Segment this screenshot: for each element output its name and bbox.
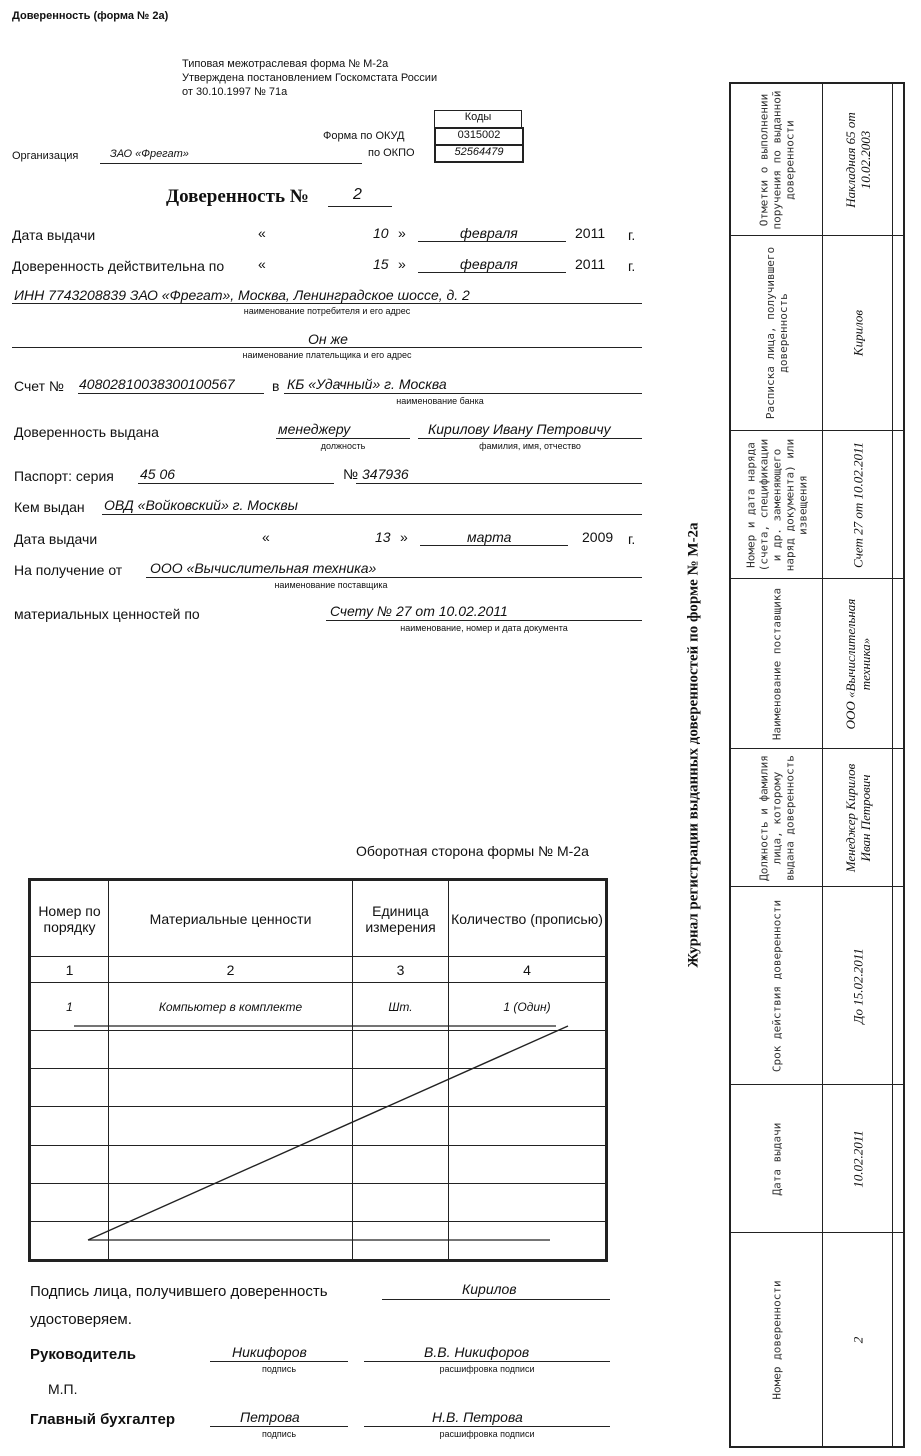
account-in: в [272,378,280,394]
supplier-caption: наименование поставщика [274,580,388,590]
quote-open: « [258,256,266,272]
journal-value: ООО «Вычислительная техника» [842,598,873,729]
passport-series: 45 06 [140,466,176,482]
valid-month: февраля [460,256,518,272]
issued-to-label: Доверенность выдана [14,424,159,440]
codes-header: Коды [434,110,522,128]
okpo-label: по ОКПО [368,147,415,159]
journal-value: До 15.02.2011 [850,947,865,1024]
issued-by-value: ОВД «Войковский» г. Москвы [104,497,298,513]
supplier-value: ООО «Вычислительная техника» [150,560,377,576]
position-caption: должность [320,441,366,451]
account-number: 40802810038300100567 [79,376,235,392]
values-doc-label: материальных ценностей по [14,606,200,622]
cancellation-strike [28,878,608,1262]
head-name: В.В. Никифоров [424,1344,530,1360]
passport-number: 347936 [362,466,409,482]
journal-header: Номер доверенности [770,1279,783,1400]
valid-date-label: Доверенность действительна по [12,258,225,274]
valid-year: 2011 [575,256,606,272]
journal-header: Дата выдачи [770,1122,783,1195]
bank-caption: наименование банка [396,396,484,406]
journal-column [731,431,903,579]
row-item: Компьютер в комплекте [109,983,353,1031]
header-item: Материальные ценности [109,881,353,957]
document-title: Доверенность (форма № 2а) [12,10,169,22]
acc-name-caption: расшифровка подписи [439,1429,535,1439]
journal-value: Менеджер Кирилов Иван Петрович [842,763,873,872]
col-number: 2 [109,957,353,983]
journal-table [729,82,905,1448]
quote-close: » [398,256,406,272]
stamp-place: М.П. [48,1381,78,1397]
doc-number: 2 [353,186,362,203]
form-type-line: Типовая межотраслевая форма № М-2а [182,58,389,70]
account-label: Счет № [14,378,64,394]
okud-label: Форма по ОКУД [323,130,405,142]
quote-close: » [400,529,408,545]
row-qty: 1 (Один) [449,983,606,1031]
passport-no-label: № [343,466,359,482]
col-number: 3 [353,957,449,983]
passport-year: 2009 [582,529,614,545]
head-name-caption: расшифровка подписи [439,1364,535,1374]
journal-value: Накладная 65 от 10.02.2003 [842,111,873,208]
journal-column [731,1085,903,1233]
recipient-sign-label: Подпись лица, получившего доверенность [30,1283,328,1300]
year-suffix: г. [628,531,636,547]
payer-caption: наименование плательщика и его адрес [242,350,412,360]
col-number: 1 [31,957,109,983]
journal-value: Счет 27 от 10.02.2011 [850,441,865,568]
accountant-label: Главный бухгалтер [30,1411,176,1428]
values-doc-caption: наименование, номер и дата документа [400,623,568,633]
header-unit: Единица измерения [353,881,449,957]
row-unit: Шт. [353,983,449,1031]
acc-sign-caption: подпись [261,1429,297,1439]
form-date-line: от 30.10.1997 № 71а [182,86,288,98]
passport-month: марта [467,529,512,545]
supplier-label: На получение от [14,562,123,578]
form-approval-line: Утверждена постановлением Госкомстата России [182,72,438,84]
journal-column [731,579,903,749]
issue-day: 10 [373,225,389,241]
journal-header: Отметки о выполнении поручения по выданной доверенности [757,89,796,230]
passport-date-label: Дата выдачи [14,531,98,547]
journal-header: Номер и дата наряда (счета, спецификации и др. заменяющего наряд документа) или извещения [744,438,809,571]
valid-day: 15 [373,256,389,272]
organization-value: ЗАО «Фрегат» [110,148,189,160]
journal-column [731,887,903,1085]
accountant-name: Н.В. Петрова [432,1409,523,1425]
head-sign-caption: подпись [261,1364,297,1374]
journal-header: Должность и фамилия лица, которому выдана доверенность [757,754,796,881]
journal-title: Журнал регистрации выданных доверенностей по форме № М-2а [685,522,702,968]
journal-column [731,236,903,431]
passport-label: Паспорт: серия [14,468,114,484]
certify-text: удостоверяем. [30,1311,132,1328]
payer-value: Он же [308,331,348,347]
journal-header: Расписка лица, получившего доверенность [763,246,790,420]
passport-day: 13 [375,529,391,545]
journal-value: 2 [850,1336,865,1343]
recipient-name: Кирилову Ивану Петровичу [428,421,611,437]
journal-column [731,84,903,236]
doc-title: Доверенность № [166,186,309,207]
quote-close: » [398,225,406,241]
head-label: Руководитель [30,1346,136,1363]
year-suffix: г. [628,227,636,243]
header-num: Номер по порядку [31,881,109,957]
col-number: 4 [449,957,606,983]
journal-value: 10.02.2011 [850,1129,865,1188]
issue-month: февраля [460,225,518,241]
accountant-signature: Петрова [240,1409,300,1425]
issue-date-label: Дата выдачи [12,227,96,243]
recipient-signature: Кирилов [462,1281,517,1297]
organization-label: Организация [12,150,79,162]
consumer-value: ИНН 7743208839 ЗАО «Фрегат», Москва, Ленинградское шоссе, д. 2 [14,287,470,303]
journal-header: Наименование поставщика [770,587,783,740]
quote-open: « [258,225,266,241]
name-caption: фамилия, имя, отчество [479,441,581,451]
position-value: менеджеру [278,421,351,437]
journal-value: Кирилов [850,309,865,357]
journal-column [731,1233,903,1446]
quote-open: « [262,529,270,545]
okud-code: 0315002 [434,127,524,146]
row-num: 1 [31,983,109,1031]
values-doc-value: Счету № 27 от 10.02.2011 [330,603,508,619]
consumer-caption: наименование потребителя и его адрес [243,306,411,316]
okpo-code: 52564479 [434,144,524,163]
year-suffix: г. [628,258,636,274]
header-qty: Количество (прописью) [449,881,606,957]
journal-column [731,749,903,887]
issue-year: 2011 [575,225,606,241]
reverse-title: Оборотная сторона формы № М-2а [356,843,589,859]
head-signature: Никифоров [232,1344,307,1360]
journal-header: Срок действия доверенности [770,899,783,1072]
issued-by-label: Кем выдан [14,499,85,515]
bank-name: КБ «Удачный» г. Москва [287,376,447,392]
